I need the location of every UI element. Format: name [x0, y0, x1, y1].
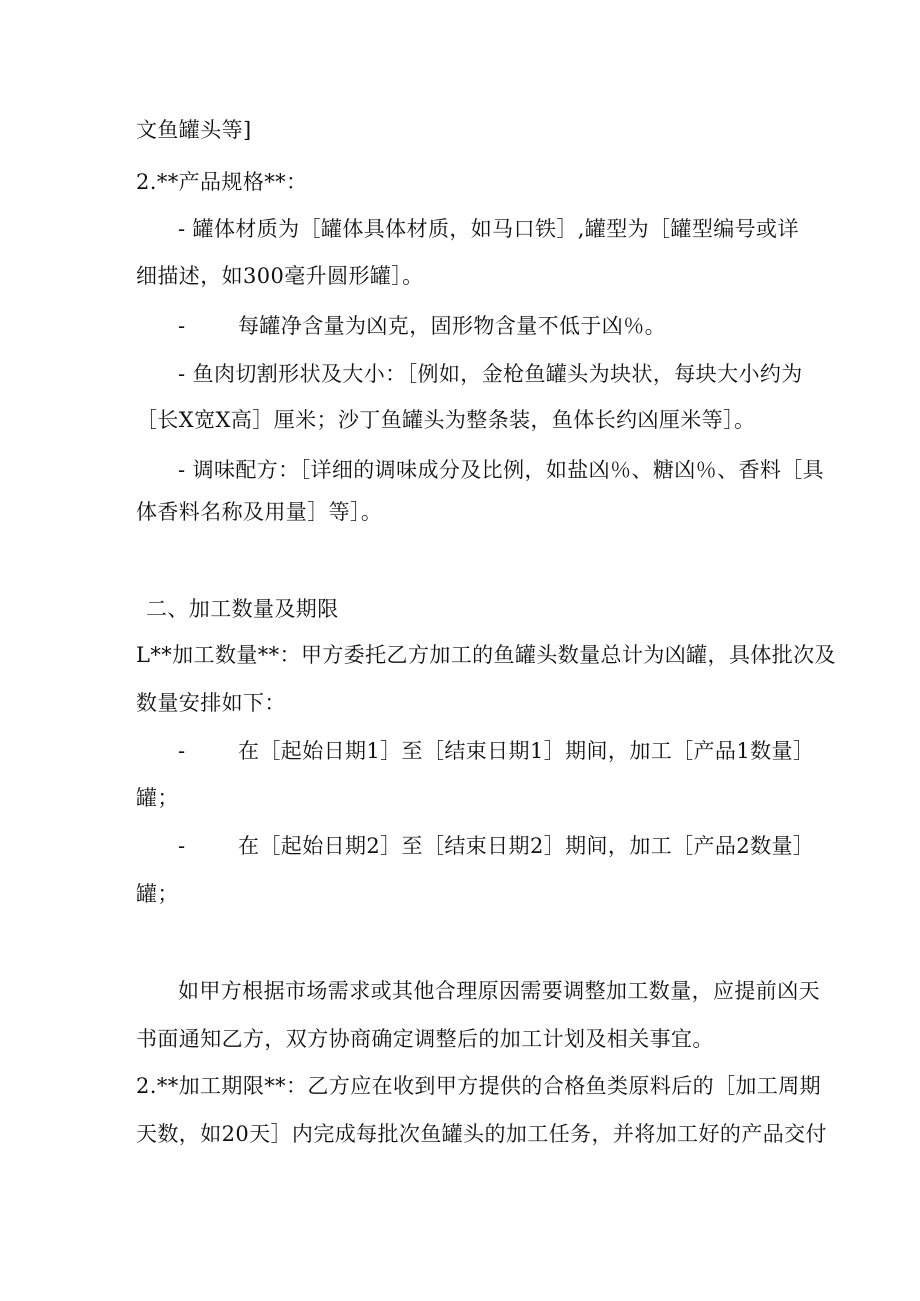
text-line: 罐；: [136, 786, 179, 810]
text-line: - 鱼肉切割形状及大小：［例如，金枪鱼罐头为块状，每块大小约为: [178, 362, 803, 386]
text-line: [178, 311, 828, 341]
section-heading: 二、加工数量及期限: [146, 597, 339, 621]
text-line: - 罐体材质为［罐体具体材质，如马口铁］,罐型为［罐型编号或详: [178, 217, 799, 241]
text-line: 2.**加工期限**：乙方应在收到甲方提供的合格鱼类原料后的［加工周期: [136, 1074, 822, 1098]
text-line: [178, 736, 828, 766]
text-line: 书面通知乙方，双方协商确定调整后的加工计划及相关事宜。: [136, 1027, 714, 1051]
text-line: 数量安排如下：: [136, 691, 286, 715]
text-line: 文鱼罐头等]: [136, 118, 252, 142]
text-line: 2.**产品规格**：: [136, 170, 308, 194]
text-line: ［长X宽X高］厘米；沙丁鱼罐头为整条装，鱼体长约凶厘米等］。: [136, 408, 756, 432]
text-line: L**加工数量**：甲方委托乙方加工的鱼罐头数量总计为凶罐，具体批次及: [136, 643, 836, 667]
text-line: [178, 831, 828, 861]
text-line: 罐；: [136, 882, 179, 906]
text-line: 天数，如20天］内完成每批次鱼罐头的加工任务，并将加工好的产品交付: [136, 1122, 827, 1146]
text-content: 在［起始日期1］至［结束日期1］期间，加工［产品1数量］: [238, 739, 815, 763]
text-line: 如甲方根据市场需求或其他合理原因需要调整加工数量，应提前凶天: [178, 979, 820, 1003]
text-content: 在［起始日期2］至［结束日期2］期间，加工［产品2数量］: [238, 834, 815, 858]
list-dash: -: [178, 739, 186, 763]
text-content: 每罐净含量为凶克，固形物含量不低于凶％。: [238, 314, 666, 338]
text-line: 细描述，如300毫升圆形罐］。: [136, 264, 424, 288]
text-line: 体香料名称及用量］等］。: [136, 500, 383, 524]
text-line: - 调味配方：［详细的调味成分及比例，如盐凶％、糖凶％、香料［具: [178, 458, 825, 482]
list-dash: -: [178, 314, 186, 338]
list-dash: -: [178, 834, 186, 858]
